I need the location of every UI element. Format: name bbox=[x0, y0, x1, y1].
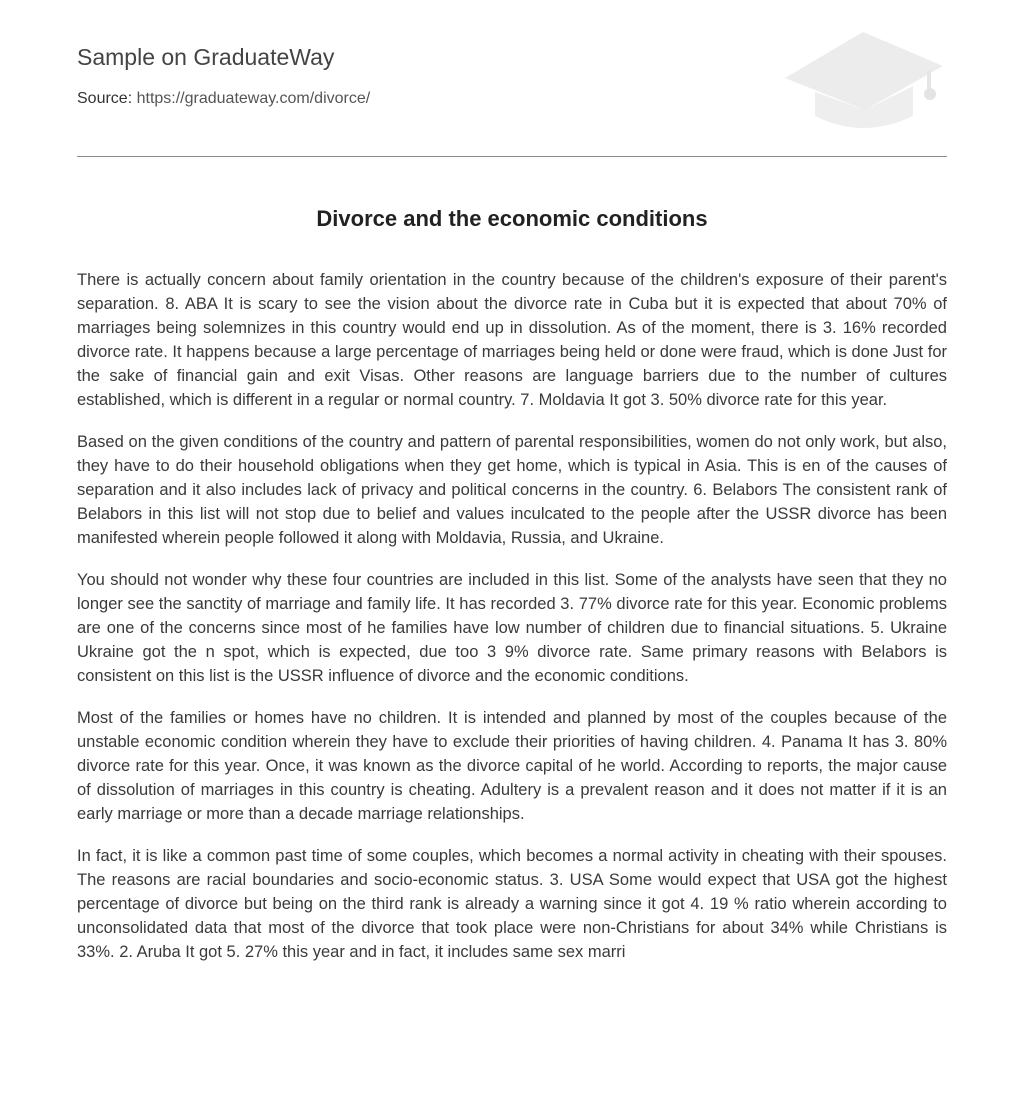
site-name: Sample on GraduateWay bbox=[77, 44, 335, 70]
paragraph: In fact, it is like a common past time of some couples, which becomes a normal activity in cheating with their spouses. The reasons are racial boundaries and socio-economic status. 3. USA Some would expect that USA got the highest percentage of divorce but being on the third rank is already a warning since it got 4. 19 % ratio wherein according to unconsolidated data that most of the divorce that took place were non-Christians for about 34% while Christians is 33%. 2. Aruba It got 5. 27% this year and in fact, it includes same sex marri bbox=[77, 847, 947, 961]
page-header bbox=[77, 0, 947, 157]
graduation-cap-icon bbox=[779, 30, 947, 134]
source-line bbox=[77, 90, 370, 108]
paragraph: You should not wonder why these four countries are included in this list. Some of the analysts have seen that they no longer see the sanctity of marriage and family life. It has recorded 3. 77% divorce rate for this year. Economic problems are one of the concerns since most of he families have low number of children due to financial situations. 5. Ukraine Ukraine got the n spot, which is expected, due too 3 9% divorce rate. Same primary reasons with Belabors is consistent on this list is the USSR influence of divorce and the economic conditions. bbox=[77, 571, 947, 685]
paragraph: There is actually concern about family orientation in the country because of the children's exposure of their parent's separation. 8. ABA It is scary to see the vision about the divorce rate in Cuba but it is expected that about 70% of marriages being solemnizes in this country would end up in dissolution. As of the moment, there is 3. 16% recorded divorce rate. It happens because a large percentage of marriages being held or done were fraud, which is done Just for the sake of financial gain and exit Visas. Other reasons are language barriers due to the number of cultures established, which is different in a regular or normal country. 7. Moldavia It got 3. 50% divorce rate for this year. bbox=[77, 271, 947, 409]
document-page bbox=[77, 0, 947, 961]
source-label: Source: bbox=[77, 90, 133, 107]
source-link[interactable]: https://graduateway.com/divorce/ bbox=[136, 90, 371, 107]
paragraph: Most of the families or homes have no children. It is intended and planned by most of the couples because of the unstable economic condition wherein they have to exclude their priorities of having children. 4. Panama It has 3. 80% divorce rate for this year. Once, it was known as the divorce capital of he world. According to reports, the major cause of dissolution of marriages in this country is cheating. Adultery is a prevalent reason and it does not matter if it is an early marriage or more than a decade marriage relationships. bbox=[77, 709, 947, 823]
article-title: Divorce and the economic conditions bbox=[316, 206, 708, 231]
paragraph: Based on the given conditions of the country and pattern of parental responsibilities, women do not only work, but also, they have to do their household obligations when they get home, which is typical in Asia. This is en of the causes of separation and it also includes lack of privacy and political concerns in the country. 6. Belabors The consistent rank of Belabors in this list will not stop due to belief and values inculcated to the people after the USSR divorce has been manifested wherein people followed it along with Moldavia, Russia, and Ukraine. bbox=[77, 433, 947, 547]
article-body bbox=[77, 268, 947, 982]
